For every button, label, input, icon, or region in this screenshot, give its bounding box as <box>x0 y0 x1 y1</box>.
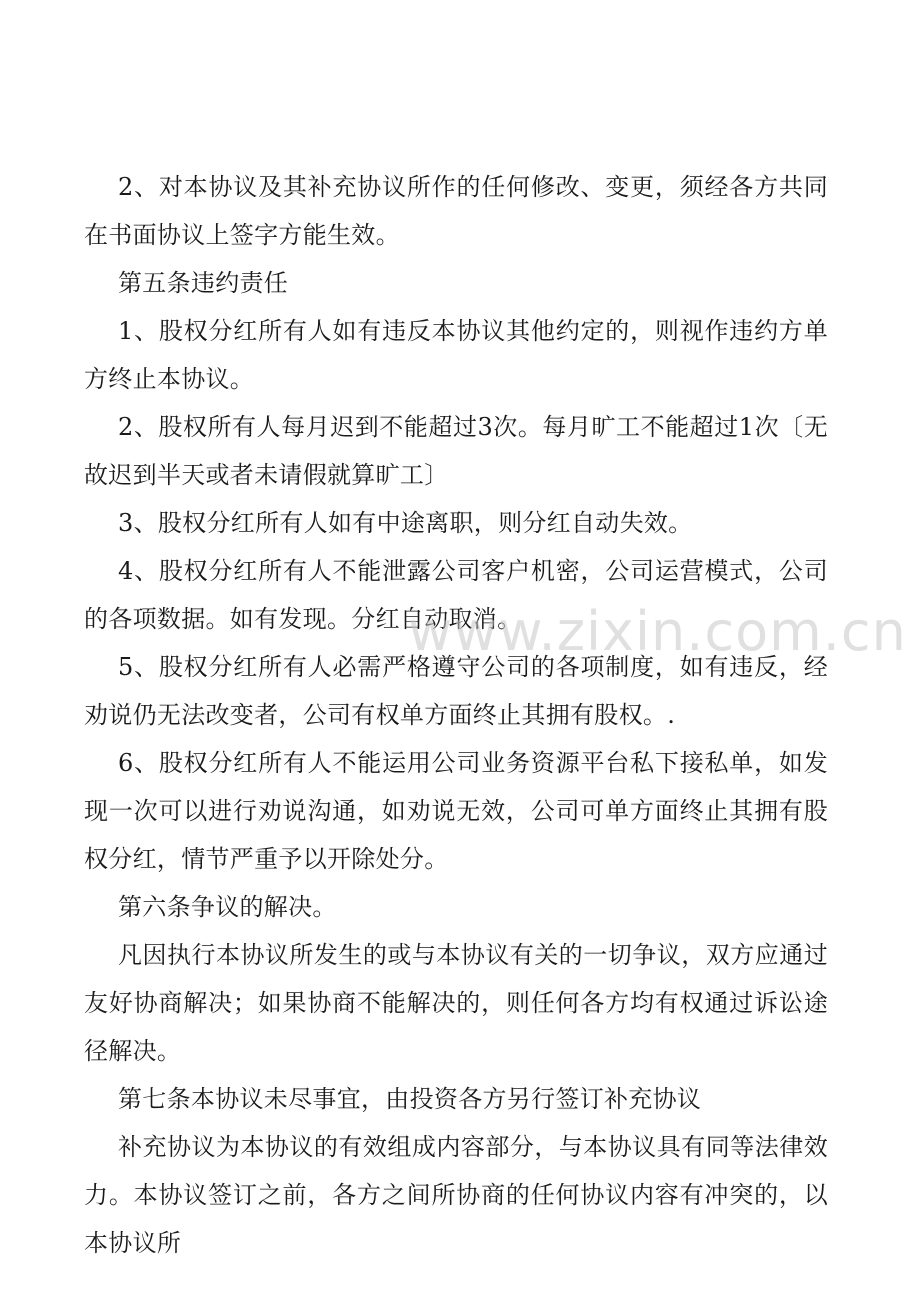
clause-paragraph: 2、股权所有人每月迟到不能超过3次。每月旷工不能超过1次〔无故迟到半天或者未请假就算旷工〕 <box>84 413 828 489</box>
section-heading: 第六条争议的解决。 <box>118 893 337 921</box>
clause-paragraph: 4、股权分红所有人不能泄露公司客户机密，公司运营模式，公司的各项数据。如有发现。分红自动取消。 <box>84 557 828 633</box>
section-heading: 第五条违约责任 <box>118 269 289 297</box>
clause-paragraph: 2、对本协议及其补充协议所作的任何修改、变更，须经各方共同在书面协议上签字方能生效。 <box>84 173 828 249</box>
document-body <box>84 163 828 1267</box>
clause-paragraph: 补充协议为本协议的有效组成内容部分，与本协议具有同等法律效力。本协议签订之前，各方之间所协商的任何协议内容有冲突的，以本协议所 <box>84 1133 828 1257</box>
clause-paragraph: 6、股权分红所有人不能运用公司业务资源平台私下接私单，如发现一次可以进行劝说沟通，如劝说无效，公司可单方面终止其拥有股权分红，情节严重予以开除处分。 <box>84 749 828 873</box>
clause-paragraph: 5、股权分红所有人必需严格遵守公司的各项制度，如有违反，经劝说仍无法改变者，公司有权单方面终止其拥有股权。. <box>84 653 828 729</box>
clause-paragraph: 凡因执行本协议所发生的或与本协议有关的一切争议，双方应通过友好协商解决；如果协商不能解决的，则任何各方均有权通过诉讼途径解决。 <box>84 941 828 1065</box>
clause-paragraph: 1、股权分红所有人如有违反本协议其他约定的，则视作违约方单方终止本协议。 <box>84 317 828 393</box>
watermark-text: www.zixin.com.cn <box>408 600 907 663</box>
section-heading: 第七条本协议未尽事宜，由投资各方另行签订补充协议 <box>118 1085 702 1113</box>
clause-paragraph: 3、股权分红所有人如有中途离职，则分红自动失效。 <box>118 509 693 537</box>
